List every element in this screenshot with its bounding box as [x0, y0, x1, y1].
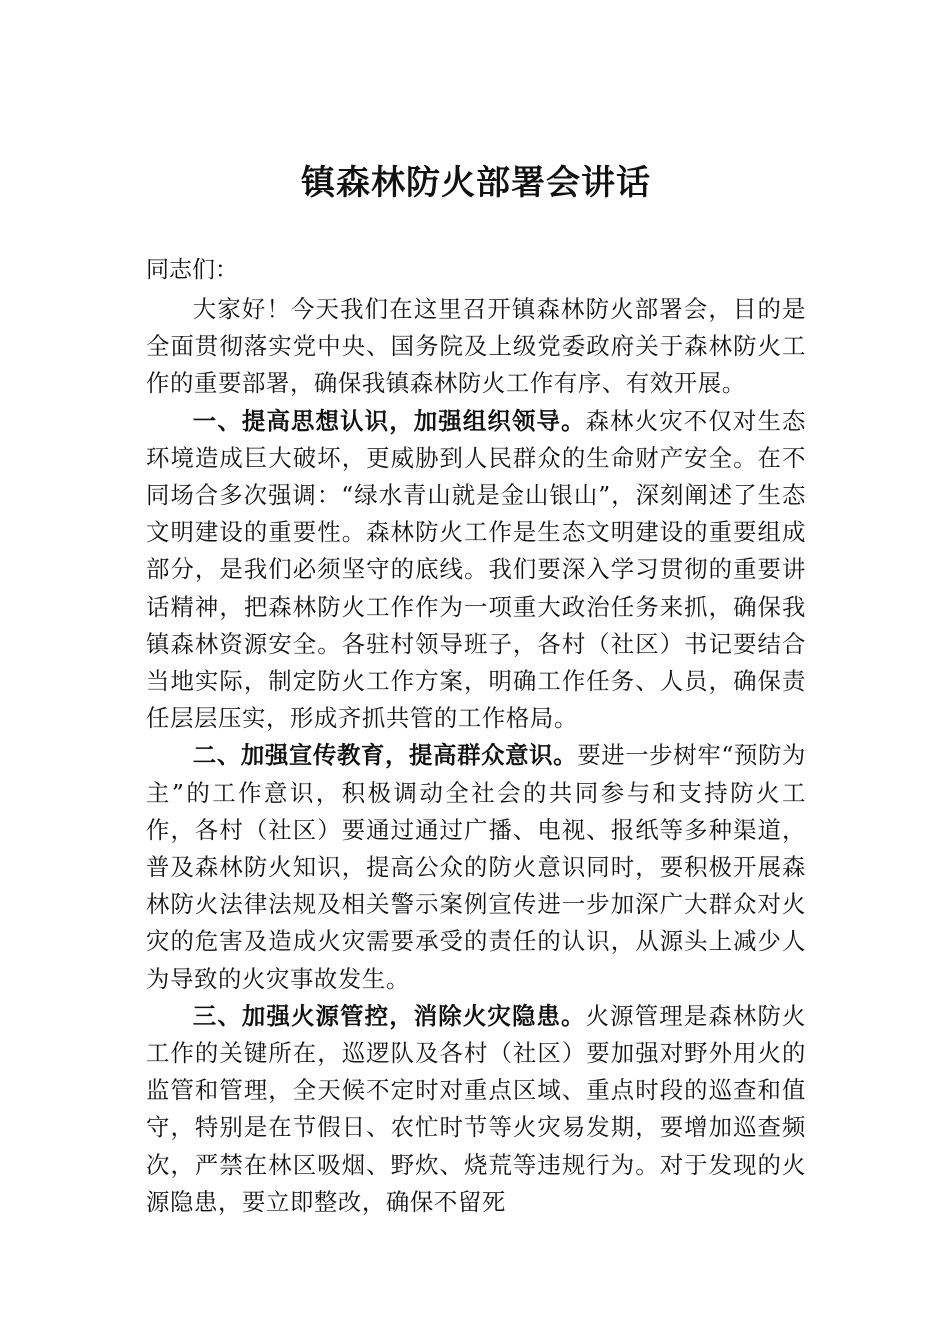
document-body — [146, 291, 806, 1221]
salutation: 同志们： — [146, 257, 238, 283]
paragraph-text: 要进一步树牢“预防为主”的工作意识，积极调动全社会的共同参与和支持防火工作，各村（社区）要通过通过广播、电视、报纸等多种渠道，普及森林防火知识，提高公众的防火意识同时，要积极开展森林防火法律法规及相关警示案例宣传进一步加深广大群众对火灾的危害及造成火灾需要承受的责任的认识，从源头上减少人为导致的火灾事故发生。 — [146, 741, 806, 993]
document-title: 镇森林防火部署会讲话 — [301, 163, 651, 203]
section-heading: 一、提高思想认识，加强组织领导。 — [192, 406, 586, 435]
paragraph-section-3 — [146, 998, 806, 1221]
paragraph-text: 大家好！今天我们在这里召开镇森林防火部署会，目的是全面贯彻落实党中央、国务院及上级党委政府关于森林防火工作的重要部署，确保我镇森林防火工作有序、有效开展。 — [146, 295, 806, 398]
section-heading: 二、加强宣传教育，提高群众意识。 — [192, 741, 578, 770]
paragraph-text: 森林火灾不仅对生态环境造成巨大破坏，更威胁到人民群众的生命财产安全。在不同场合多次强调：“绿水青山就是金山银山”，深刻阐述了生态文明建设的重要性。森林防火工作是生态文明建设的重要组成部分，是我们必须坚守的底线。我们要深入学习贯彻的重要讲话精神，把森林防火工作作为一项重大政治任务来抓，确保我镇森林资源安全。各驻村领导班子，各村（社区）书记要结合当地实际，制定防火工作方案，明确工作任务、人员，确保责任层层压实，形成齐抓共管的工作格局。 — [146, 406, 806, 733]
paragraph-section-1 — [146, 403, 806, 738]
paragraph-opening — [146, 291, 806, 403]
paragraph-text: 火源管理是森林防火工作的关键所在，巡逻队及各村（社区）要加强对野外用火的监管和管理，全天候不定时对重点区域、重点时段的巡查和值守，特别是在节假日、农忙时节等火灾易发期，要增加巡查频次，严禁在林区吸烟、野炊、烧荒等违规行为。对于发现的火源隐患，要立即整改，确保不留死 — [146, 1001, 806, 1216]
section-heading: 三、加强火源管控，消除火灾隐患。 — [192, 1001, 586, 1030]
paragraph-section-2 — [146, 737, 806, 997]
